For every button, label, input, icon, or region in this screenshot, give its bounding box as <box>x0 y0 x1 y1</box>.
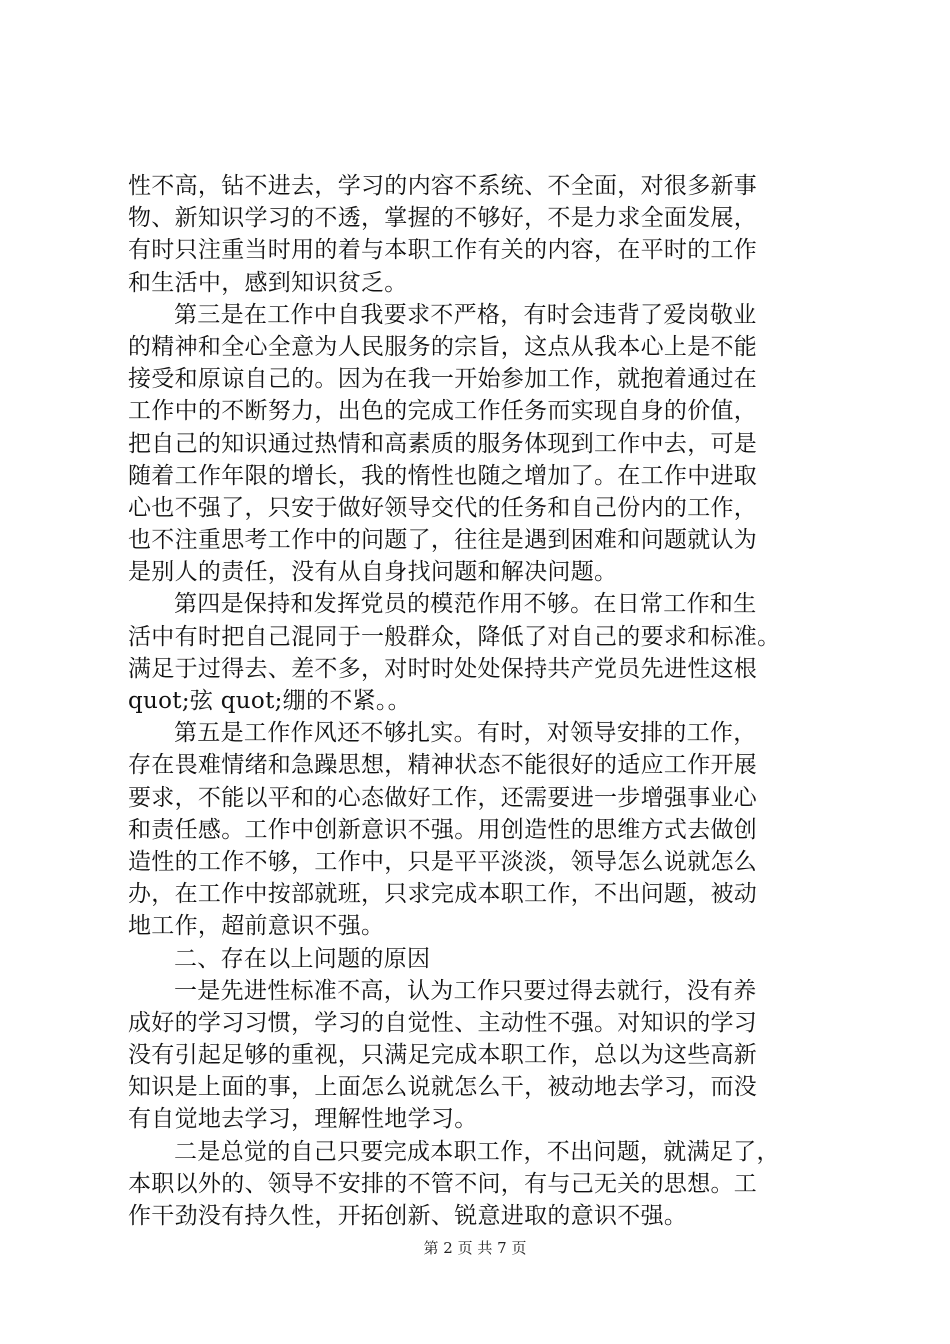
text-line: 物、新知识学习的不透，掌握的不够好，不是力求全面发展， <box>128 205 758 232</box>
text-line: 工作中的不断努力，出色的完成工作任务而实现自身的价值， <box>128 398 758 425</box>
text-line: quot;弦 quot;绷的不紧。。 <box>128 688 411 714</box>
text-line: 把自己的知识通过热情和高素质的服务体现到工作中去，可是 <box>128 430 758 457</box>
text-line: 第五是工作作风还不够扎实。有时，对领导安排的工作， <box>174 720 757 747</box>
text-line: 有时只注重当时用的着与本职工作有关的内容，在平时的工作 <box>128 237 758 264</box>
text-line: 满足于过得去、差不多，对时时处处保持共产党员先进性这根 <box>128 655 758 682</box>
text-line: 第四是保持和发挥党员的模范作用不够。在日常工作和生 <box>174 591 757 618</box>
text-line: 造性的工作不够，工作中，只是平平淡淡，领导怎么说就怎么 <box>128 848 758 875</box>
text-line: 的精神和全心全意为人民服务的宗旨，这点从我本心上是不能 <box>128 333 758 360</box>
text-line: 和生活中，感到知识贫乏。 <box>128 269 408 296</box>
text-line: 和责任感。工作中创新意识不强。用创造性的思维方式去做创 <box>128 816 758 843</box>
page-footer: 第 2 页 共 7 页 <box>423 1239 527 1257</box>
text-line: 办，在工作中按部就班，只求完成本职工作，不出问题，被动 <box>128 881 758 908</box>
text-line: 本职以外的、领导不安排的不管不问，有与己无关的思想。工 <box>128 1170 758 1197</box>
text-line: 成好的学习习惯，学习的自觉性、主动性不强。对知识的学习 <box>128 1009 758 1036</box>
text-line: 活中有时把自己混同于一般群众，降低了对自己的要求和标准。 <box>128 623 781 650</box>
body-text <box>128 170 840 1232</box>
text-line: 作干劲没有持久性，开拓创新、锐意进取的意识不强。 <box>128 1203 688 1229</box>
text-line: 一是先进性标准不高，认为工作只要过得去就行，没有养 <box>174 977 757 1004</box>
text-line: 要求，不能以平和的心态做好工作，还需要进一步增强事业心 <box>128 784 758 811</box>
text-line: 没有引起足够的重视，只满足完成本职工作，总以为这些高新 <box>128 1042 758 1069</box>
text-line: 地工作，超前意识不强。 <box>128 913 385 940</box>
text-line: 二、存在以上问题的原因 <box>174 945 431 972</box>
text-line: 第三是在工作中自我要求不严格，有时会违背了爱岗敬业 <box>174 301 757 328</box>
text-line: 知识是上面的事，上面怎么说就怎么干，被动地去学习，而没 <box>128 1074 758 1101</box>
text-line: 二是总觉的自己只要完成本职工作，不出问题，就满足了， <box>174 1138 780 1165</box>
text-line: 存在畏难情绪和急躁思想，精神状态不能很好的适应工作开展 <box>128 752 758 779</box>
text-line: 也不注重思考工作中的问题了，往往是遇到困难和问题就认为 <box>128 527 758 554</box>
text-line: 是别人的责任，没有从自身找问题和解决问题。 <box>128 559 618 586</box>
text-line: 性不高，钻不进去，学习的内容不系统、不全面，对很多新事 <box>128 173 758 199</box>
text-line: 接受和原谅自己的。因为在我一开始参加工作，就抱着通过在 <box>128 366 758 393</box>
text-line: 随着工作年限的增长，我的惰性也随之增加了。在工作中进取 <box>128 462 758 489</box>
text-line: 有自觉地去学习，理解性地学习。 <box>128 1106 478 1133</box>
text-line: 心也不强了，只安于做好领导交代的任务和自己份内的工作， <box>128 494 758 521</box>
